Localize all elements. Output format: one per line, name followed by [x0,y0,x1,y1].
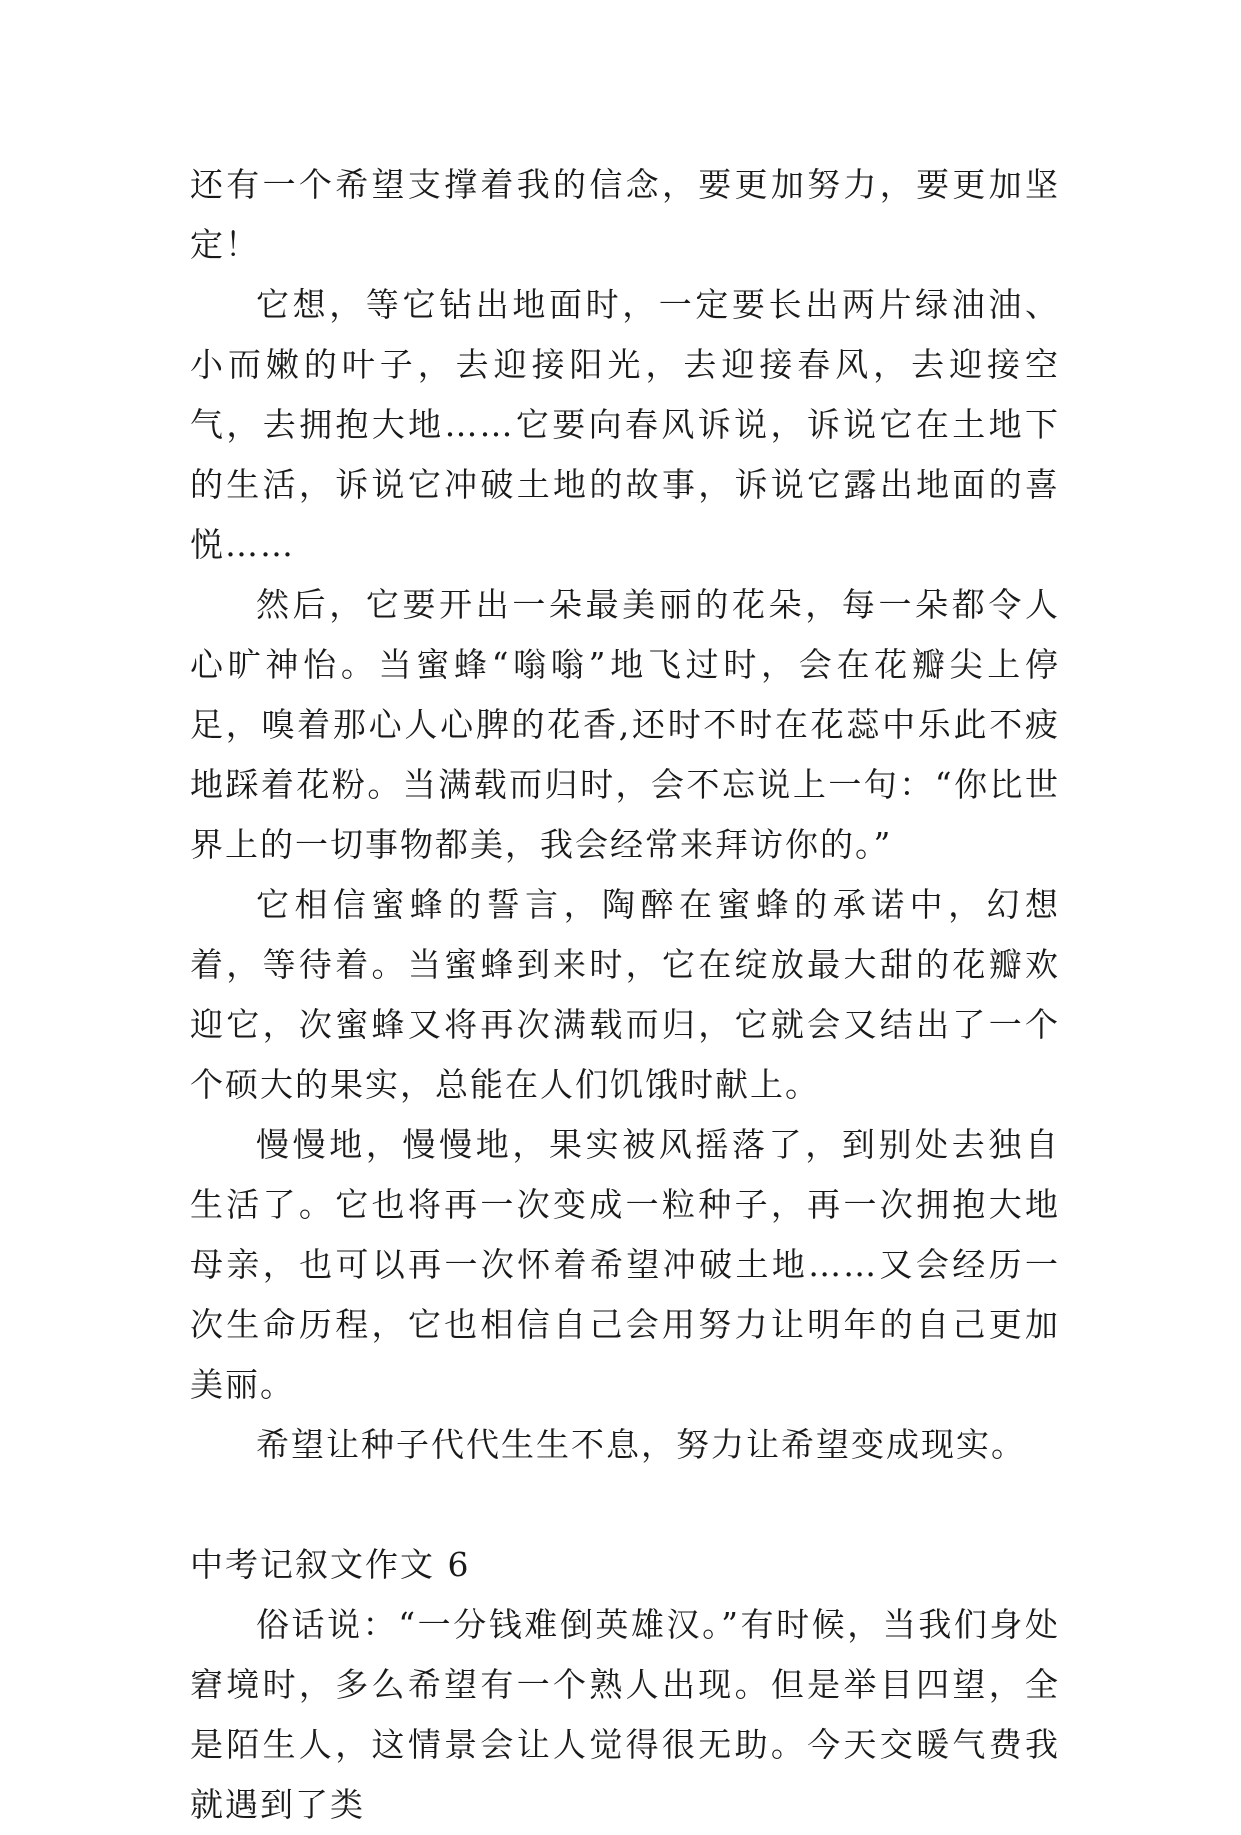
paragraph-fruit-falls: 慢慢地，慢慢地，果实被风摇落了，到别处去独自生活了。它也将再一次变成一粒种子，再一次拥抱大地母亲，也可以再一次怀着希望冲破土地……又会经历一次生命历程，它也相信自己会用努力让明年的自己更加美丽。 [190,1125,1060,1404]
paragraph-continuation: 还有一个希望支撑着我的信念，要更加努力，要更加坚定！ [190,165,1060,264]
section-title: 中考记叙文作文 6 [190,1545,471,1584]
paragraph-sprouting-dream: 它想，等它钻出地面时，一定要长出两片绿油油、小而嫩的叶子，去迎接阳光，去迎接春风，去迎接空气，去拥抱大地……它要向春风诉说，诉说它在土地下的生活，诉说它冲破土地的故事，诉说它露出地面的喜悦…… [190,285,1060,564]
paragraph-proverb: 俗话说：“一分钱难倒英雄汉。”有时候，当我们身处窘境时，多么希望有一个熟人出现。但是举目四望，全是陌生人，这情景会让人觉得很无助。今天交暖气费我就遇到了类 [190,1605,1060,1824]
paragraph-conclusion: 希望让种子代代生生不息，努力让希望变成现实。 [256,1425,1026,1464]
paragraph-bee-promise: 它相信蜜蜂的誓言，陶醉在蜜蜂的承诺中，幻想着，等待着。当蜜蜂到来时，它在绽放最大甜的花瓣欢迎它，次蜜蜂又将再次满载而归，它就会又结出了一个个硕大的果实，总能在人们饥饿时献上。 [190,885,1060,1104]
paragraph-flower-bees: 然后，它要开出一朵最美丽的花朵，每一朵都令人心旷神怡。当蜜蜂“嗡嗡”地飞过时，会在花瓣尖上停足，嗅着那心人心脾的花香,还时不时在花蕊中乐此不疲地踩着花粉。当满载而归时，会不忘说上一句：“你比世界上的一切事物都美，我会经常来拜访你的。” [190,585,1060,864]
document-body [190,155,1060,1835]
section-spacer [190,1475,1060,1535]
